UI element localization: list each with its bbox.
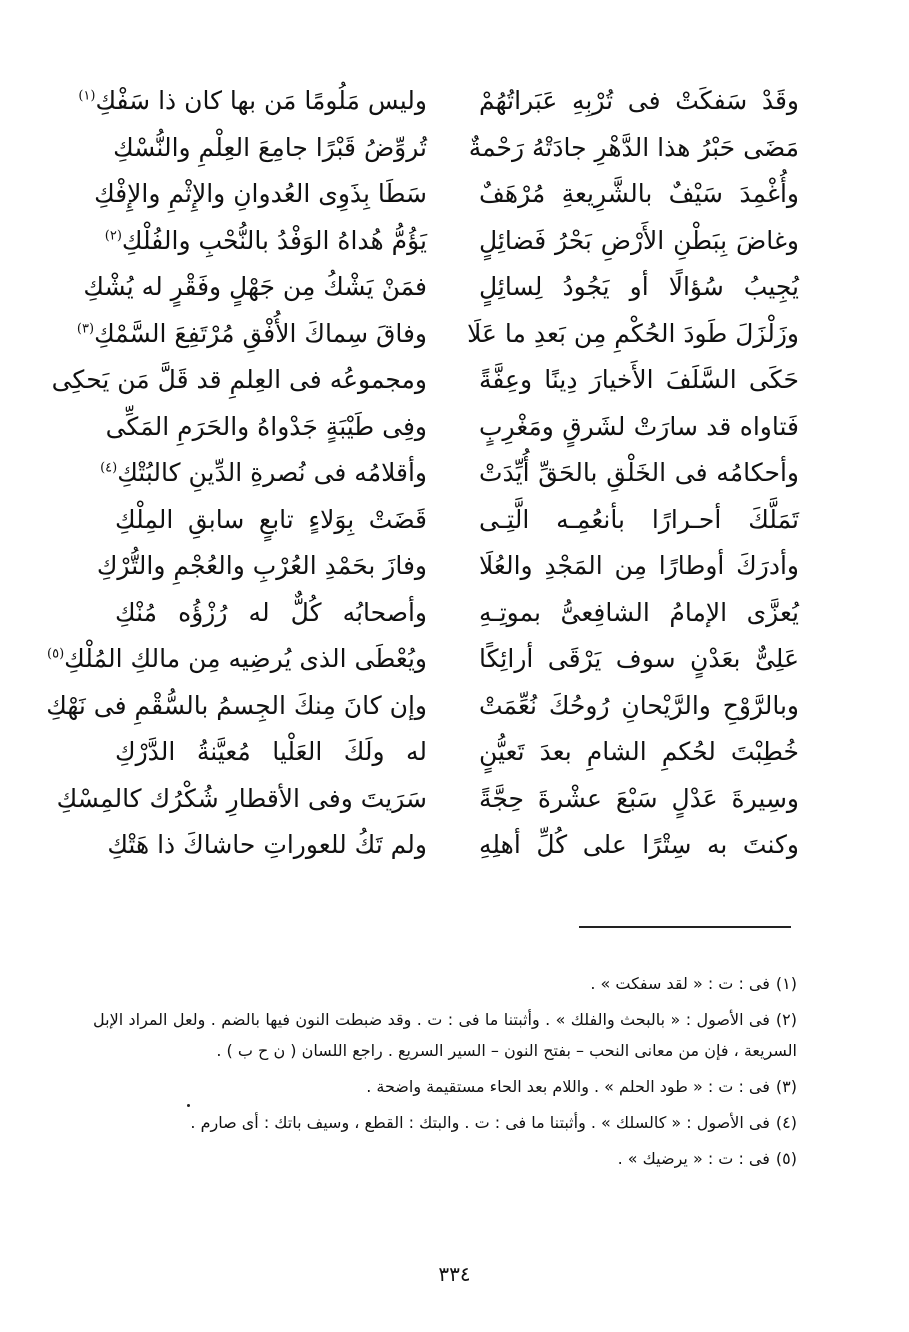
- first-hemistich: وسِيرةَ عَدْلٍ سَبْعَ عشْرةَ حِجَّةً: [479, 783, 799, 813]
- hemistich-text: يَؤُمُّ هُداهُ الوَفْدُ بالنُّحْبِ والفُلْكِ: [121, 225, 427, 255]
- footnote: [93, 1107, 797, 1138]
- footnote-separator: [579, 926, 791, 928]
- footnote: [93, 1004, 797, 1066]
- first-hemistich: مَضَى حَبْرُ هذا الدَّهْرِ جادَتْهُ رَحْمةٌ: [468, 132, 799, 162]
- verse: [99, 450, 799, 496]
- hemistich-text: وفاقَ سِماكَ الأُفْقِ مُرْتَفِعَ السَّمْكِ: [94, 318, 427, 348]
- verse: [78, 78, 799, 124]
- verse: [46, 683, 799, 729]
- verse: [96, 543, 799, 589]
- verse: [99, 218, 799, 264]
- first-hemistich: يُعزَّى الإمامُ الشافِعىُّ بموتِـهِ: [479, 597, 799, 627]
- first-hemistich: وزَلْزَلَ طَودَ الحُكْمِ مِن بَعدِ ما عَلَا: [467, 318, 799, 348]
- second-hemistich: [51, 357, 427, 403]
- verse: [76, 311, 799, 357]
- footnote-text: فى الأصول : « بالبحث والفلك » . وأثبتنا ما فى : ت . وقد ضبطت النون فيها بالضم . ولعل المراد الإبل السريعة ، فإن من معانى النحب – بفتح النون – السير السريع . راجع اللسان ( ن ح ب ) .: [93, 1010, 797, 1060]
- footnote-text: فى الأصول : « كالسلك » . وأثبتنا ما فى : ت . والبتك : القطع ، وسيف باتك : أى صارم .: [190, 1113, 770, 1132]
- footnote-text: فى : ت : « يرضيك » .: [617, 1149, 770, 1168]
- footnote-number: (٥): [775, 1149, 797, 1168]
- hemistich-text: له ولَكَ العَلْيا مُعيَّنةُ الدَّرْكِ: [115, 737, 427, 766]
- footnote-number: (٣): [775, 1077, 797, 1096]
- hemistich-text: سَرَيتَ وفى الأقطارِ شُكْرُك كالمِسْكِ: [56, 783, 427, 813]
- first-hemistich: تَمَلَّكَ أحـرارًا بأنعُمِـه الَّتِـى: [479, 504, 799, 534]
- second-hemistich: [56, 776, 427, 822]
- hemistich-text: وأصحابُه كُلٌّ له رُزْؤُه مُنْكِ: [115, 597, 427, 627]
- hemistich-text: ولم تَكُ للعوراتِ حاشاكَ ذا هَتْكِ: [107, 830, 427, 859]
- verse: [99, 497, 799, 543]
- footnote: [93, 1143, 797, 1174]
- footnote-number: (٤): [775, 1113, 797, 1132]
- first-hemistich: خُطِبْتَ لحُكمِ الشامِ بعدَ تَعيُّنٍ: [479, 737, 799, 766]
- hemistich-text: ويُعْطَى الذى يُرضِيه مِن مالكِ المُلْكِ: [64, 644, 427, 673]
- second-hemistich: [115, 497, 427, 543]
- first-hemistich: وبالرَّوْحِ والرَّيْحانِ رُوحُكَ نُعِّمَتْ: [479, 690, 799, 720]
- footnote-reference: (٢): [104, 228, 122, 244]
- hemistich-text: وفِى طَيْبَةٍ جَدْواهُ والحَرَمِ المَكِّى: [105, 411, 427, 441]
- verse: [83, 264, 799, 310]
- verse: [51, 357, 799, 403]
- footnote-reference: (١): [78, 88, 96, 104]
- first-hemistich: فَتاواه قد سارَتْ لشَرقٍ ومَغْرِبٍ: [479, 411, 799, 441]
- second-hemistich: [105, 404, 427, 450]
- first-hemistich: وأُغْمِدَ سَيْفٌ بالشَّرِيعةِ مُرْهَفٌ: [479, 179, 799, 208]
- second-hemistich: [100, 450, 427, 496]
- verse: [94, 171, 799, 217]
- footnotes: [93, 968, 797, 1179]
- first-hemistich: حَكَى السَّلَفَ الأَخيارَ دِينًا وعِفَّةً: [479, 365, 799, 394]
- verse: [99, 822, 799, 868]
- first-hemistich: عَلِىٌّ بعَدْنٍ سوف يَرْقَى أرائِكًا: [479, 644, 799, 673]
- first-hemistich: وكنتَ به سِتْرًا على كُلِّ أهلِهِ: [479, 830, 799, 859]
- footnote-number: (٢): [775, 1010, 797, 1029]
- footnote-reference: (٥): [47, 646, 65, 662]
- second-hemistich: [83, 264, 427, 310]
- hemistich-text: فمَنْ يَشْكُ مِن جَهْلٍ وفَقْرٍ له يُشْكِ: [83, 272, 427, 301]
- first-hemistich: وغاضَ بِبَطْنِ الأَرْضِ بَحْرُ فَضائِلٍ: [479, 225, 799, 255]
- second-hemistich: [46, 683, 427, 729]
- second-hemistich: [115, 590, 427, 636]
- second-hemistich: [104, 218, 427, 264]
- hemistich-text: ومجموعُه فى العِلمِ قد قَلَّ مَن يَحكِى: [51, 365, 427, 394]
- second-hemistich: [47, 636, 427, 682]
- hemistich-text: سَطَا بِذَوِى العُدوانِ والإِثْمِ والإِفْكِ: [94, 179, 427, 208]
- verse: [56, 776, 799, 822]
- footnote-text: فى : ت : « لقد سفكت » .: [590, 974, 770, 993]
- footnote: [93, 968, 797, 999]
- hemistich-text: قَضَتْ بِوَلاءٍ تابعٍ سابقِ المِلْكِ: [115, 504, 427, 534]
- hemistich-text: وإن كانَ مِنكَ الجِسمُ بالسُّقْمِ فى نَهْكِ: [46, 690, 427, 720]
- second-hemistich: [107, 822, 427, 868]
- footnote: [93, 1071, 797, 1102]
- second-hemistich: [96, 543, 427, 589]
- second-hemistich: [76, 311, 427, 357]
- hemistich-text: وليس مَلُومًا مَن بها كان ذا سَفْكِ: [95, 86, 427, 115]
- verse: [99, 729, 799, 775]
- verse: [99, 590, 799, 636]
- second-hemistich: [115, 729, 427, 775]
- poem: [46, 78, 799, 878]
- footnote-text: فى : ت : « طود الحلم » . واللام بعد الحاء مستقيمة واضحة .: [366, 1077, 770, 1096]
- second-hemistich: [94, 171, 427, 217]
- first-hemistich: وأحكامُه فى الخَلْقِ بالحَقِّ أُيِّدَتْ: [479, 458, 799, 487]
- first-hemistich: يُجِيبُ سُؤالًا أو يَجُودُ لِسائِلٍ: [479, 272, 799, 301]
- page-number: ٣٣٤: [438, 1262, 471, 1286]
- second-hemistich: [78, 78, 427, 124]
- ink-speck: [187, 1104, 190, 1107]
- verse: [99, 404, 799, 450]
- footnote-number: (١): [775, 974, 797, 993]
- hemistich-text: تُروِّضُ قَبْرًا جامِعَ العِلْمِ والنُّسْكِ: [113, 132, 427, 162]
- verse: [47, 636, 799, 682]
- hemistich-text: وأقلامُه فى نُصرةِ الدِّينِ كالبُتْكِ: [117, 458, 427, 487]
- footnote-reference: (٤): [100, 460, 118, 476]
- hemistich-text: وفازَ بحَمْدِ العُرْبِ والعُجْمِ والتُّرْكِ: [96, 551, 427, 580]
- footnote-reference: (٣): [76, 321, 95, 337]
- verse: [99, 125, 799, 171]
- second-hemistich: [115, 125, 427, 171]
- first-hemistich: وقَدْ سَفكَتْ فى تُرْبِهِ عَبَراتُهُمْ: [479, 86, 799, 115]
- first-hemistich: وأدرَكَ أوطارًا مِن المَجْدِ والعُلَا: [479, 551, 799, 580]
